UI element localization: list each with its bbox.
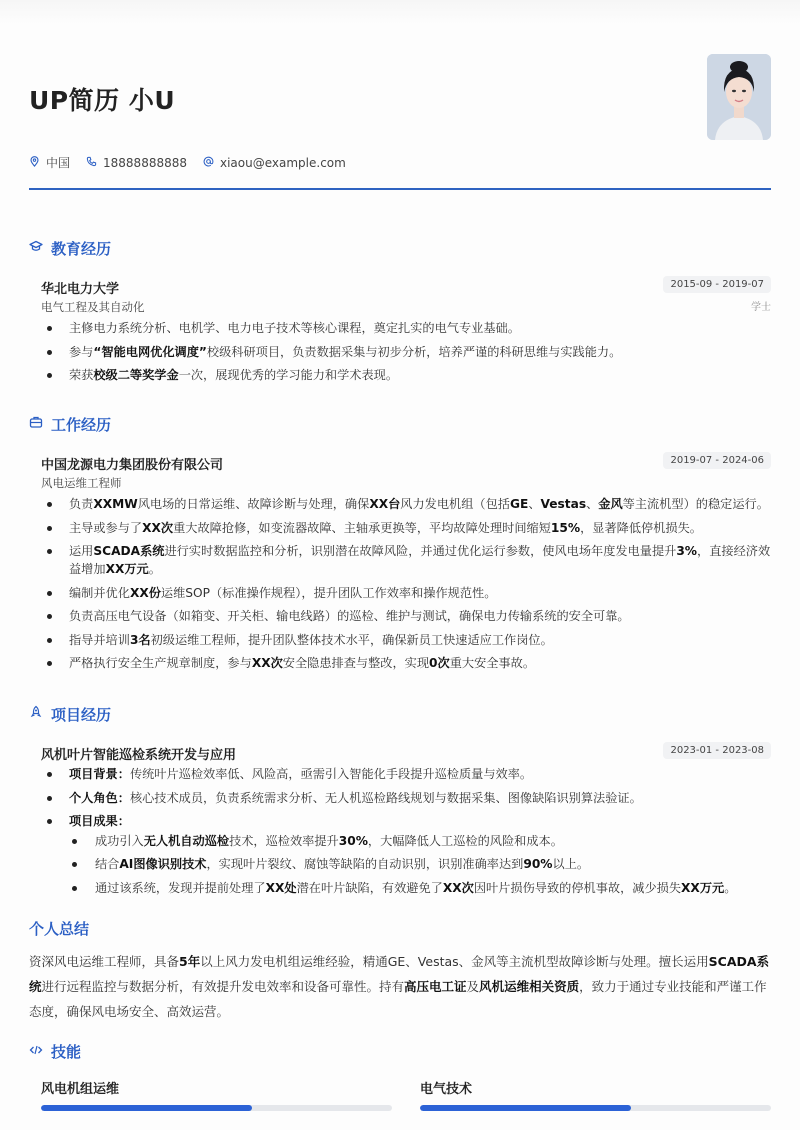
date-badge: 2019-07 - 2024-06 [663, 452, 771, 469]
rocket-icon [29, 705, 43, 723]
list-item: 结合AI图像识别技术，实现叶片裂纹、腐蚀等缺陷的自动识别，识别准确率达到90%以上。 [67, 855, 771, 873]
list-item: 运用SCADA系统进行实时数据监控和分析，识别潜在故障风险，并通过优化运行参数，使风电场年度发电量提升3%，直接经济效益增加XX万元。 [41, 542, 771, 578]
list-item: 主修电力系统分析、电机学、电力电子技术等核心课程，奠定扎实的电气专业基础。 [41, 319, 771, 337]
education-bullets [41, 319, 771, 384]
phone-text: 18888888888 [103, 155, 187, 170]
location-text: 中国 [46, 156, 71, 170]
education-section [29, 236, 771, 384]
skill-item: 风电机组运维 [41, 1078, 392, 1111]
skill-bar-fill [41, 1105, 252, 1111]
skills-section [29, 1040, 771, 1111]
list-item: 项目背景：传统叶片巡检效率低、风险高，亟需引入智能化手段提升巡检质量与效率。 [41, 765, 771, 783]
at-sign-icon [203, 156, 214, 170]
section-title-education: 教育经历 [29, 236, 771, 260]
list-item: 参与“智能电网优化调度”校级科研项目，负责数据采集与初步分析，培养严谨的科研思维与实践能力。 [41, 343, 771, 361]
list-item: 负责高压电气设备（如箱变、开关柜、输电线路）的巡检、维护与测试，确保电力传输系统的安全可靠。 [41, 607, 771, 625]
resume-page [0, 24, 800, 1111]
date-badge: 2023-01 - 2023-08 [663, 742, 771, 759]
section-title-skills: 技能 [29, 1040, 771, 1064]
work-bullets [41, 495, 771, 672]
contact-info [29, 154, 346, 171]
skill-item: 电气技术 [420, 1078, 771, 1111]
list-item: 指导并培训3名初级运维工程师，提升团队整体技术水平，确保新员工快速适应工作岗位。 [41, 631, 771, 649]
list-item: 严格执行安全生产规章制度，参与XX次安全隐患排查与整改，实现0次重大安全事故。 [41, 654, 771, 672]
candidate-name: UP简历 小U [29, 86, 176, 115]
job-role: 风电运维工程师 [41, 476, 122, 490]
code-icon [29, 1043, 43, 1061]
education-entry [29, 278, 771, 384]
list-item: 成功引入无人机自动巡检技术，巡检效率提升30%，大幅降低人工巡检的风险和成本。 [67, 832, 771, 850]
list-item: 个人角色：核心技术成员，负责系统需求分析、无人机巡检路线规划与数据采集、图像缺陷识别算法验证。 [41, 789, 771, 807]
project-results [41, 832, 771, 897]
list-item: 项目成果： [41, 812, 771, 830]
project-bullets [41, 765, 771, 830]
section-title-summary: 个人总结 [29, 920, 90, 938]
header-divider [29, 188, 771, 190]
phone-icon [86, 156, 97, 170]
map-pin-icon [29, 156, 40, 170]
skills-list [29, 1078, 771, 1111]
briefcase-icon [29, 415, 43, 433]
email-text[interactable]: xiaou@example.com [220, 155, 346, 170]
project-entry [29, 744, 771, 897]
list-item: 通过该系统，发现并提前处理了XX处潜在叶片缺陷，有效避免了XX次因叶片损伤导致的停机事故，减少损失XX万元。 [67, 879, 771, 897]
work-section [29, 412, 771, 672]
project-section [29, 702, 771, 897]
list-item: 负责XXMW风电场的日常运维、故障诊断与处理，确保XX台风力发电机组（包括GE、Vestas、金风等主流机型）的稳定运行。 [41, 495, 771, 513]
profile-photo [707, 54, 771, 140]
work-entry [29, 454, 771, 672]
list-item: 荣获校级二等奖学金一次，展现优秀的学习能力和学术表现。 [41, 366, 771, 384]
skill-bar [41, 1105, 392, 1111]
major: 电气工程及其自动化 [41, 300, 145, 314]
contact-phone [86, 156, 187, 170]
section-title-project: 项目经历 [29, 702, 771, 726]
summary-section [29, 917, 771, 1024]
list-item: 编制并优化XX份运维SOP（标准操作规程），提升团队工作效率和操作规范性。 [41, 584, 771, 602]
school-name: 华北电力大学 [41, 282, 120, 297]
contact-location [29, 154, 70, 171]
degree: 学士 [751, 302, 771, 313]
contact-email[interactable] [203, 156, 346, 170]
project-name: 风机叶片智能巡检系统开发与应用 [41, 748, 237, 763]
list-item: 主导或参与了XX次重大故障抢修，如变流器故障、主轴承更换等，平均故障处理时间缩短15%，显著降低停机损失。 [41, 519, 771, 537]
company-name: 中国龙源电力集团股份有限公司 [41, 458, 224, 473]
date-badge: 2015-09 - 2019-07 [663, 276, 771, 293]
section-title-work: 工作经历 [29, 412, 771, 436]
top-band [0, 0, 800, 24]
summary-text: 资深风电运维工程师，具备5年以上风力发电机组运维经验，精通GE、Vestas、金风等主流机型故障诊断与处理。擅长运用SCADA系统进行远程监控与数据分析，有效提升发电效率和设备可靠性。持有高压电工证及风机运维相关资质，致力于通过专业技能和严谨工作态度，确保风电场安全、高效运营。 [29, 953, 770, 1019]
resume-header [29, 24, 771, 190]
skill-bar [420, 1105, 771, 1111]
skill-bar-fill [420, 1105, 631, 1111]
graduation-cap-icon [29, 239, 43, 257]
